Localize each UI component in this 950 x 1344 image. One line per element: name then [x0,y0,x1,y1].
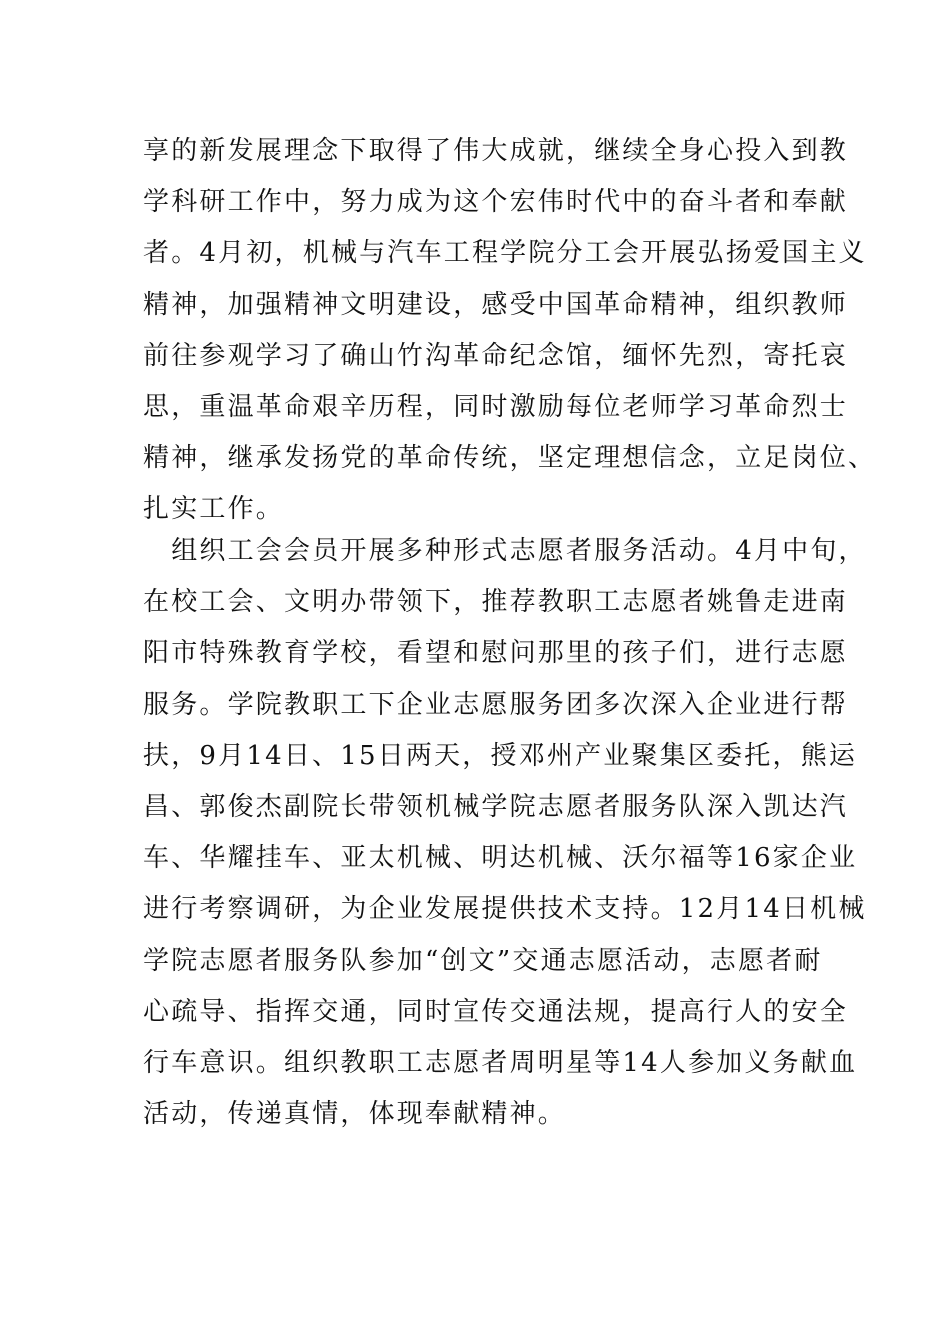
paragraph-line: 活动，传递真情，体现奉献精神。 [143,1099,567,1130]
paragraph-line: 精神，加强精神文明建设，感受中国革命精神，组织教师 [143,289,849,320]
paragraph-line: 心疏导、指挥交通，同时宣传交通法规，提高行人的安全 [143,996,849,1027]
paragraph-line: 服务。学院教职工下企业志愿服务团多次深入企业进行帮 [143,689,849,720]
paragraph-line: 昌、郭俊杰副院长带领机械学院志愿者服务队深入凯达汽 [143,791,849,822]
paragraph-line: 在校工会、文明办带领下，推荐教职工志愿者姚鲁走进南 [143,587,849,618]
paragraph-line: 阳市特殊教育学校，看望和慰问那里的孩子们，进行志愿 [143,638,849,669]
paragraph-line: 学院志愿者服务队参加“创文”交通志愿活动，志愿者耐 [143,945,823,976]
paragraph-line: 行车意识。组织教职工志愿者周明星等14人参加义务献血 [143,1047,858,1078]
paragraph-line: 学科研工作中，努力成为这个宏伟时代中的奋斗者和奉献 [143,187,849,218]
paragraph-line: 精神，继承发扬党的革命传统，坚定理想信念，立足岗位、 [143,443,877,474]
paragraph-line: 车、华耀挂车、亚太机械、明达机械、沃尔福等16家企业 [143,843,858,874]
paragraph-1 [143,126,877,536]
paragraph-line: 扎实工作。 [143,494,285,525]
paragraph-line: 前往参观学习了确山竹沟革命纪念馆，缅怀先烈，寄托哀 [143,340,849,371]
paragraph-line: 者。4月初，机械与汽车工程学院分工会开展弘扬爱国主义 [143,238,867,269]
paragraph-line: 思，重温革命艰辛历程，同时激励每位老师学习革命烈士 [143,391,849,422]
paragraph-line: 享的新发展理念下取得了伟大成就，继续全身心投入到教 [143,136,849,166]
paragraph-2 [143,526,867,1140]
paragraph-line: 进行考察调研，为企业发展提供技术支持。12月14日机械 [143,894,867,925]
paragraph-line: 扶，9月14日、15日两天，授邓州产业聚集区委托，熊运 [143,740,858,771]
paragraph-line: 组织工会会员开展多种形式志愿者服务活动。4月中旬， [143,536,867,566]
